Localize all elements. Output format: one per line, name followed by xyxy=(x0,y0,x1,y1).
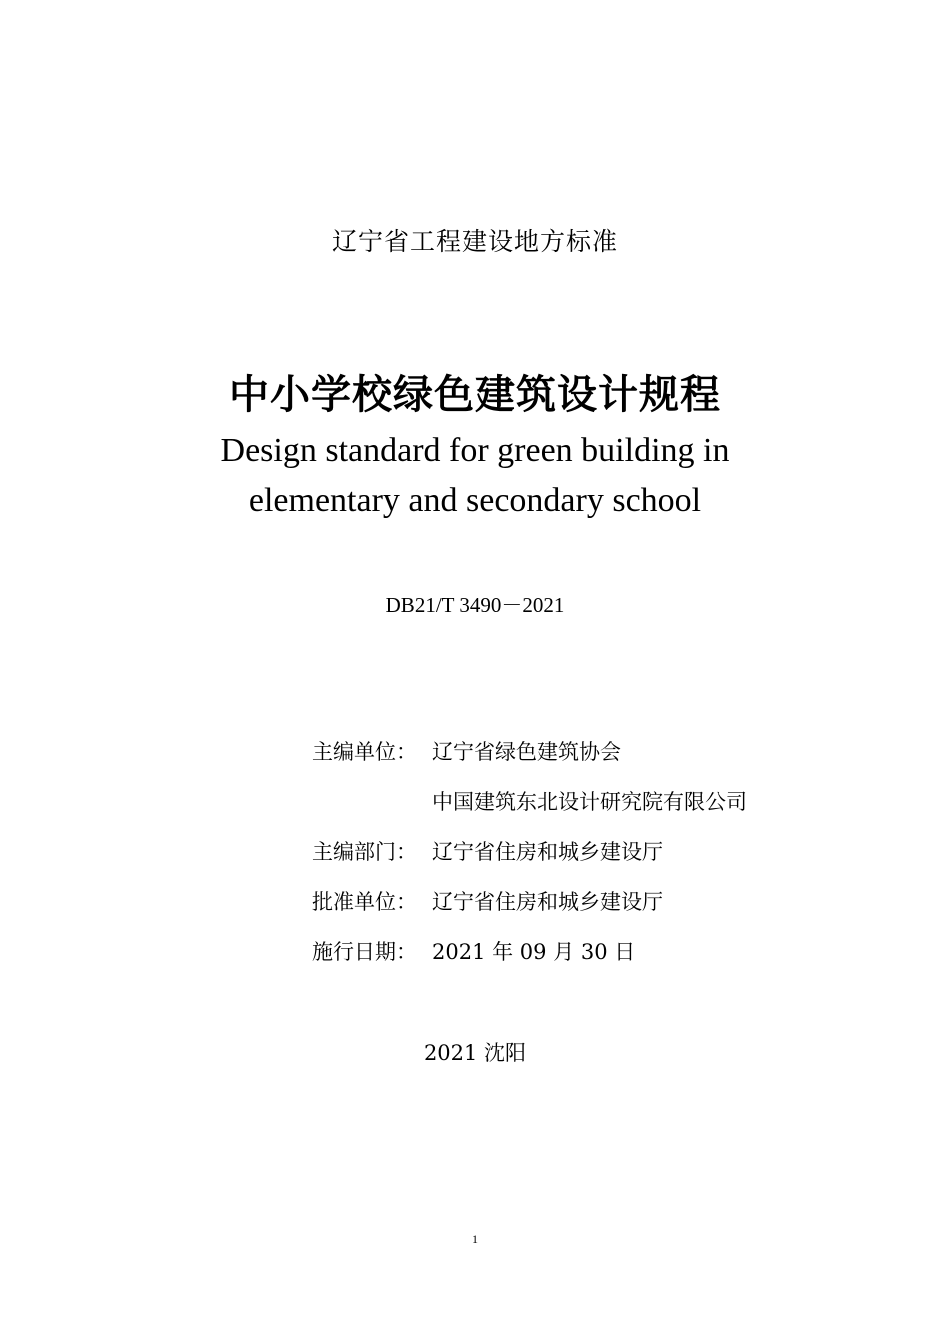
standard-code: DB21/T 3490－2021 xyxy=(385,593,565,617)
chief-editor-unit-value: 辽宁省绿色建筑协会 xyxy=(432,740,621,764)
effective-date-label: 施行日期： xyxy=(312,940,417,964)
document-title-chinese: 中小学校绿色建筑设计规程 xyxy=(229,372,721,418)
approval-unit-label: 批准单位： xyxy=(312,890,417,914)
publication-place-year: 2021 沈阳 xyxy=(423,1041,527,1065)
document-title-english-line-1: Design standard for green building in xyxy=(220,432,730,469)
chief-editor-unit-value-2: 中国建筑东北设计研究院有限公司 xyxy=(432,790,747,814)
page-number: 1 xyxy=(472,1232,478,1246)
effective-date-value: 2021 年 09 月 30 日 xyxy=(432,940,636,964)
chief-editor-department-value: 辽宁省住房和城乡建设厅 xyxy=(432,840,663,864)
document-title-english-line-2: elementary and secondary school xyxy=(248,482,702,519)
standard-series: 辽宁省工程建设地方标准 xyxy=(331,227,618,256)
chief-editor-unit-label: 主编单位： xyxy=(312,740,417,764)
chief-editor-department-label: 主编部门： xyxy=(312,840,417,864)
approval-unit-value: 辽宁省住房和城乡建设厅 xyxy=(432,890,663,914)
